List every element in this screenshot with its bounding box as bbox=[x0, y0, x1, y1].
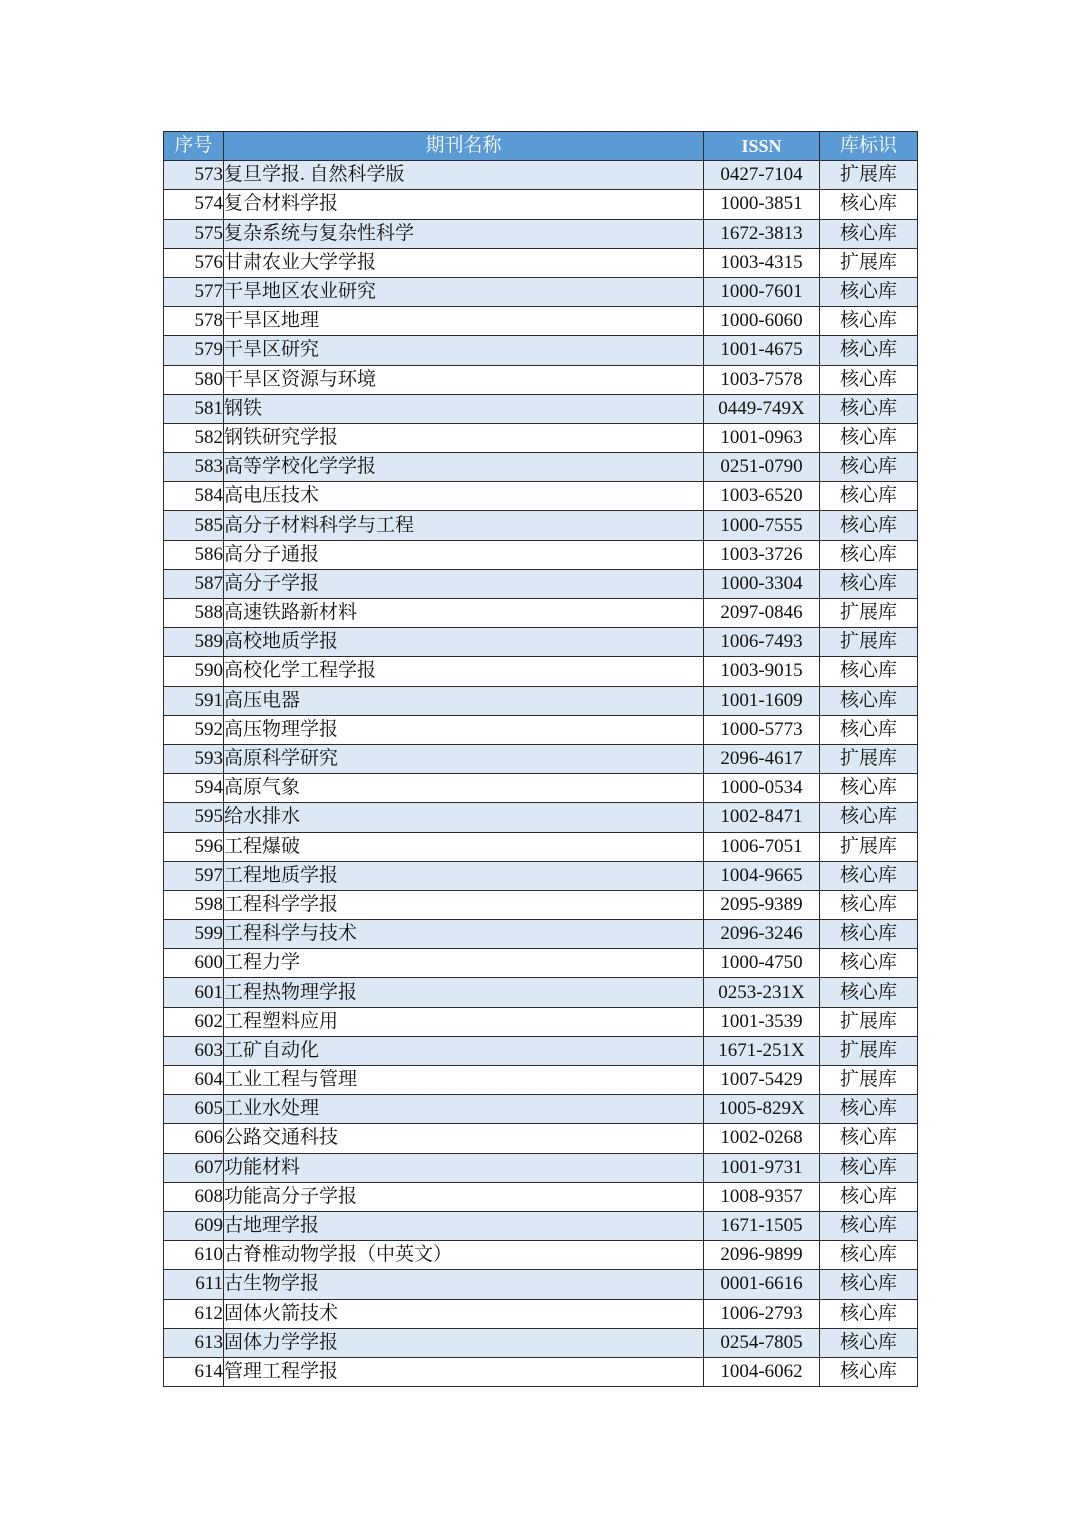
library-tag-cell: 核心库 bbox=[820, 569, 918, 598]
journal-name-cell: 工业水处理 bbox=[224, 1095, 704, 1124]
journal-name-cell: 高分子材料科学与工程 bbox=[224, 511, 704, 540]
table-row bbox=[164, 482, 918, 511]
issn-cell: 1002-8471 bbox=[704, 803, 820, 832]
table-row bbox=[164, 1270, 918, 1299]
journal-name-cell: 工程塑料应用 bbox=[224, 1007, 704, 1036]
serial-number-cell: 586 bbox=[164, 540, 224, 569]
journal-name-cell: 钢铁 bbox=[224, 394, 704, 423]
library-tag-cell: 核心库 bbox=[820, 949, 918, 978]
journal-name-cell: 高校地质学报 bbox=[224, 628, 704, 657]
library-tag-cell: 核心库 bbox=[820, 190, 918, 219]
issn-cell: 1006-2793 bbox=[704, 1299, 820, 1328]
table-row bbox=[164, 1241, 918, 1270]
table-row bbox=[164, 774, 918, 803]
issn-cell: 1003-7578 bbox=[704, 365, 820, 394]
table-row bbox=[164, 744, 918, 773]
serial-number-cell: 596 bbox=[164, 832, 224, 861]
serial-number-cell: 592 bbox=[164, 715, 224, 744]
journal-name-cell: 高等学校化学学报 bbox=[224, 453, 704, 482]
serial-number-cell: 577 bbox=[164, 277, 224, 306]
issn-cell: 1672-3813 bbox=[704, 219, 820, 248]
table-row bbox=[164, 1007, 918, 1036]
header-serial-number: 序号 bbox=[164, 132, 224, 161]
table-row bbox=[164, 949, 918, 978]
library-tag-cell: 扩展库 bbox=[820, 1066, 918, 1095]
serial-number-cell: 609 bbox=[164, 1211, 224, 1240]
library-tag-cell: 核心库 bbox=[820, 686, 918, 715]
journal-name-cell: 干旱区地理 bbox=[224, 307, 704, 336]
journal-name-cell: 工业工程与管理 bbox=[224, 1066, 704, 1095]
journal-name-cell: 高原科学研究 bbox=[224, 744, 704, 773]
library-tag-cell: 核心库 bbox=[820, 365, 918, 394]
serial-number-cell: 594 bbox=[164, 774, 224, 803]
issn-cell: 2096-9899 bbox=[704, 1241, 820, 1270]
journal-name-cell: 公路交通科技 bbox=[224, 1124, 704, 1153]
library-tag-cell: 核心库 bbox=[820, 1182, 918, 1211]
journal-name-cell: 高校化学工程学报 bbox=[224, 657, 704, 686]
library-tag-cell: 核心库 bbox=[820, 453, 918, 482]
library-tag-cell: 核心库 bbox=[820, 657, 918, 686]
library-tag-cell: 核心库 bbox=[820, 803, 918, 832]
issn-cell: 1000-6060 bbox=[704, 307, 820, 336]
table-row bbox=[164, 277, 918, 306]
issn-cell: 1003-6520 bbox=[704, 482, 820, 511]
journal-name-cell: 管理工程学报 bbox=[224, 1357, 704, 1386]
library-tag-cell: 核心库 bbox=[820, 423, 918, 452]
serial-number-cell: 574 bbox=[164, 190, 224, 219]
serial-number-cell: 599 bbox=[164, 920, 224, 949]
table-row bbox=[164, 1095, 918, 1124]
journal-name-cell: 高电压技术 bbox=[224, 482, 704, 511]
issn-cell: 1000-7555 bbox=[704, 511, 820, 540]
journal-table bbox=[163, 131, 918, 1387]
journal-name-cell: 干旱区资源与环境 bbox=[224, 365, 704, 394]
serial-number-cell: 607 bbox=[164, 1153, 224, 1182]
serial-number-cell: 585 bbox=[164, 511, 224, 540]
journal-name-cell: 古脊椎动物学报（中英文） bbox=[224, 1241, 704, 1270]
journal-name-cell: 工程科学学报 bbox=[224, 890, 704, 919]
table-row bbox=[164, 307, 918, 336]
library-tag-cell: 核心库 bbox=[820, 511, 918, 540]
table-row bbox=[164, 248, 918, 277]
table-row bbox=[164, 219, 918, 248]
issn-cell: 0001-6616 bbox=[704, 1270, 820, 1299]
journal-name-cell: 固体力学学报 bbox=[224, 1328, 704, 1357]
table-row bbox=[164, 336, 918, 365]
issn-cell: 1005-829X bbox=[704, 1095, 820, 1124]
issn-cell: 1000-7601 bbox=[704, 277, 820, 306]
serial-number-cell: 612 bbox=[164, 1299, 224, 1328]
issn-cell: 2095-9389 bbox=[704, 890, 820, 919]
serial-number-cell: 601 bbox=[164, 978, 224, 1007]
journal-name-cell: 工程科学与技术 bbox=[224, 920, 704, 949]
library-tag-cell: 核心库 bbox=[820, 715, 918, 744]
serial-number-cell: 588 bbox=[164, 599, 224, 628]
issn-cell: 1004-6062 bbox=[704, 1357, 820, 1386]
library-tag-cell: 扩展库 bbox=[820, 161, 918, 190]
issn-cell: 1000-4750 bbox=[704, 949, 820, 978]
library-tag-cell: 核心库 bbox=[820, 394, 918, 423]
journal-name-cell: 甘肃农业大学学报 bbox=[224, 248, 704, 277]
library-tag-cell: 核心库 bbox=[820, 978, 918, 1007]
library-tag-cell: 核心库 bbox=[820, 1299, 918, 1328]
issn-cell: 2097-0846 bbox=[704, 599, 820, 628]
serial-number-cell: 598 bbox=[164, 890, 224, 919]
library-tag-cell: 核心库 bbox=[820, 307, 918, 336]
library-tag-cell: 核心库 bbox=[820, 1270, 918, 1299]
journal-name-cell: 工矿自动化 bbox=[224, 1036, 704, 1065]
journal-name-cell: 复旦学报. 自然科学版 bbox=[224, 161, 704, 190]
serial-number-cell: 587 bbox=[164, 569, 224, 598]
issn-cell: 0253-231X bbox=[704, 978, 820, 1007]
table-row bbox=[164, 190, 918, 219]
journal-name-cell: 高压物理学报 bbox=[224, 715, 704, 744]
issn-cell: 1000-0534 bbox=[704, 774, 820, 803]
library-tag-cell: 扩展库 bbox=[820, 1036, 918, 1065]
library-tag-cell: 核心库 bbox=[820, 1328, 918, 1357]
journal-name-cell: 钢铁研究学报 bbox=[224, 423, 704, 452]
table-row bbox=[164, 1328, 918, 1357]
table-row bbox=[164, 861, 918, 890]
serial-number-cell: 590 bbox=[164, 657, 224, 686]
journal-name-cell: 高分子学报 bbox=[224, 569, 704, 598]
issn-cell: 1001-1609 bbox=[704, 686, 820, 715]
journal-name-cell: 高原气象 bbox=[224, 774, 704, 803]
issn-cell: 2096-3246 bbox=[704, 920, 820, 949]
issn-cell: 1003-3726 bbox=[704, 540, 820, 569]
library-tag-cell: 扩展库 bbox=[820, 599, 918, 628]
journal-name-cell: 复杂系统与复杂性科学 bbox=[224, 219, 704, 248]
table-row bbox=[164, 540, 918, 569]
library-tag-cell: 核心库 bbox=[820, 1241, 918, 1270]
issn-cell: 1007-5429 bbox=[704, 1066, 820, 1095]
library-tag-cell: 核心库 bbox=[820, 219, 918, 248]
table-row bbox=[164, 657, 918, 686]
journal-name-cell: 古地理学报 bbox=[224, 1211, 704, 1240]
library-tag-cell: 核心库 bbox=[820, 540, 918, 569]
serial-number-cell: 593 bbox=[164, 744, 224, 773]
serial-number-cell: 579 bbox=[164, 336, 224, 365]
journal-name-cell: 功能高分子学报 bbox=[224, 1182, 704, 1211]
library-tag-cell: 核心库 bbox=[820, 890, 918, 919]
issn-cell: 0449-749X bbox=[704, 394, 820, 423]
serial-number-cell: 576 bbox=[164, 248, 224, 277]
library-tag-cell: 核心库 bbox=[820, 861, 918, 890]
serial-number-cell: 597 bbox=[164, 861, 224, 890]
header-library-tag: 库标识 bbox=[820, 132, 918, 161]
table-row bbox=[164, 569, 918, 598]
journal-name-cell: 高速铁路新材料 bbox=[224, 599, 704, 628]
issn-cell: 1671-1505 bbox=[704, 1211, 820, 1240]
journal-name-cell: 工程爆破 bbox=[224, 832, 704, 861]
issn-cell: 1006-7051 bbox=[704, 832, 820, 861]
issn-cell: 0254-7805 bbox=[704, 1328, 820, 1357]
table-row bbox=[164, 803, 918, 832]
library-tag-cell: 核心库 bbox=[820, 1211, 918, 1240]
library-tag-cell: 核心库 bbox=[820, 1095, 918, 1124]
table-row bbox=[164, 1036, 918, 1065]
table-header bbox=[164, 132, 918, 161]
table-row bbox=[164, 453, 918, 482]
serial-number-cell: 610 bbox=[164, 1241, 224, 1270]
serial-number-cell: 604 bbox=[164, 1066, 224, 1095]
journal-name-cell: 干旱区研究 bbox=[224, 336, 704, 365]
serial-number-cell: 589 bbox=[164, 628, 224, 657]
table-row bbox=[164, 511, 918, 540]
serial-number-cell: 613 bbox=[164, 1328, 224, 1357]
issn-cell: 0251-0790 bbox=[704, 453, 820, 482]
table-row bbox=[164, 1299, 918, 1328]
library-tag-cell: 核心库 bbox=[820, 336, 918, 365]
library-tag-cell: 扩展库 bbox=[820, 744, 918, 773]
table-row bbox=[164, 628, 918, 657]
journal-name-cell: 功能材料 bbox=[224, 1153, 704, 1182]
serial-number-cell: 582 bbox=[164, 423, 224, 452]
serial-number-cell: 602 bbox=[164, 1007, 224, 1036]
journal-name-cell: 给水排水 bbox=[224, 803, 704, 832]
issn-cell: 1001-0963 bbox=[704, 423, 820, 452]
table-row bbox=[164, 890, 918, 919]
issn-cell: 1003-4315 bbox=[704, 248, 820, 277]
table-row bbox=[164, 832, 918, 861]
issn-cell: 1000-5773 bbox=[704, 715, 820, 744]
library-tag-cell: 扩展库 bbox=[820, 832, 918, 861]
serial-number-cell: 580 bbox=[164, 365, 224, 394]
library-tag-cell: 核心库 bbox=[820, 1153, 918, 1182]
table-row bbox=[164, 365, 918, 394]
journal-name-cell: 工程力学 bbox=[224, 949, 704, 978]
serial-number-cell: 614 bbox=[164, 1357, 224, 1386]
serial-number-cell: 605 bbox=[164, 1095, 224, 1124]
serial-number-cell: 603 bbox=[164, 1036, 224, 1065]
issn-cell: 1004-9665 bbox=[704, 861, 820, 890]
library-tag-cell: 核心库 bbox=[820, 1357, 918, 1386]
header-journal-name: 期刊名称 bbox=[224, 132, 704, 161]
issn-cell: 1008-9357 bbox=[704, 1182, 820, 1211]
library-tag-cell: 核心库 bbox=[820, 920, 918, 949]
table-row bbox=[164, 1357, 918, 1386]
journal-name-cell: 固体火箭技术 bbox=[224, 1299, 704, 1328]
serial-number-cell: 575 bbox=[164, 219, 224, 248]
table-row bbox=[164, 920, 918, 949]
issn-cell: 0427-7104 bbox=[704, 161, 820, 190]
serial-number-cell: 611 bbox=[164, 1270, 224, 1299]
issn-cell: 1002-0268 bbox=[704, 1124, 820, 1153]
serial-number-cell: 591 bbox=[164, 686, 224, 715]
serial-number-cell: 606 bbox=[164, 1124, 224, 1153]
table-row bbox=[164, 1211, 918, 1240]
serial-number-cell: 600 bbox=[164, 949, 224, 978]
journal-name-cell: 高分子通报 bbox=[224, 540, 704, 569]
table-row bbox=[164, 1153, 918, 1182]
issn-cell: 1000-3304 bbox=[704, 569, 820, 598]
table-row bbox=[164, 978, 918, 1007]
table-row bbox=[164, 394, 918, 423]
issn-cell: 1003-9015 bbox=[704, 657, 820, 686]
table-row bbox=[164, 686, 918, 715]
issn-cell: 1671-251X bbox=[704, 1036, 820, 1065]
table-body bbox=[164, 161, 918, 1387]
table-row bbox=[164, 715, 918, 744]
library-tag-cell: 扩展库 bbox=[820, 1007, 918, 1036]
table-row bbox=[164, 1124, 918, 1153]
serial-number-cell: 584 bbox=[164, 482, 224, 511]
library-tag-cell: 扩展库 bbox=[820, 628, 918, 657]
journal-name-cell: 古生物学报 bbox=[224, 1270, 704, 1299]
serial-number-cell: 578 bbox=[164, 307, 224, 336]
table-row bbox=[164, 1182, 918, 1211]
library-tag-cell: 扩展库 bbox=[820, 248, 918, 277]
library-tag-cell: 核心库 bbox=[820, 277, 918, 306]
journal-name-cell: 工程热物理学报 bbox=[224, 978, 704, 1007]
table-row bbox=[164, 423, 918, 452]
journal-name-cell: 工程地质学报 bbox=[224, 861, 704, 890]
issn-cell: 2096-4617 bbox=[704, 744, 820, 773]
serial-number-cell: 595 bbox=[164, 803, 224, 832]
table-row bbox=[164, 1066, 918, 1095]
serial-number-cell: 608 bbox=[164, 1182, 224, 1211]
serial-number-cell: 583 bbox=[164, 453, 224, 482]
journal-name-cell: 干旱地区农业研究 bbox=[224, 277, 704, 306]
table-row bbox=[164, 599, 918, 628]
serial-number-cell: 573 bbox=[164, 161, 224, 190]
issn-cell: 1001-4675 bbox=[704, 336, 820, 365]
issn-cell: 1001-9731 bbox=[704, 1153, 820, 1182]
header-issn: ISSN bbox=[704, 132, 820, 161]
header-row bbox=[164, 132, 918, 161]
serial-number-cell: 581 bbox=[164, 394, 224, 423]
journal-name-cell: 高压电器 bbox=[224, 686, 704, 715]
issn-cell: 1006-7493 bbox=[704, 628, 820, 657]
journal-name-cell: 复合材料学报 bbox=[224, 190, 704, 219]
issn-cell: 1000-3851 bbox=[704, 190, 820, 219]
library-tag-cell: 核心库 bbox=[820, 482, 918, 511]
issn-cell: 1001-3539 bbox=[704, 1007, 820, 1036]
table-row bbox=[164, 161, 918, 190]
library-tag-cell: 核心库 bbox=[820, 1124, 918, 1153]
library-tag-cell: 核心库 bbox=[820, 774, 918, 803]
